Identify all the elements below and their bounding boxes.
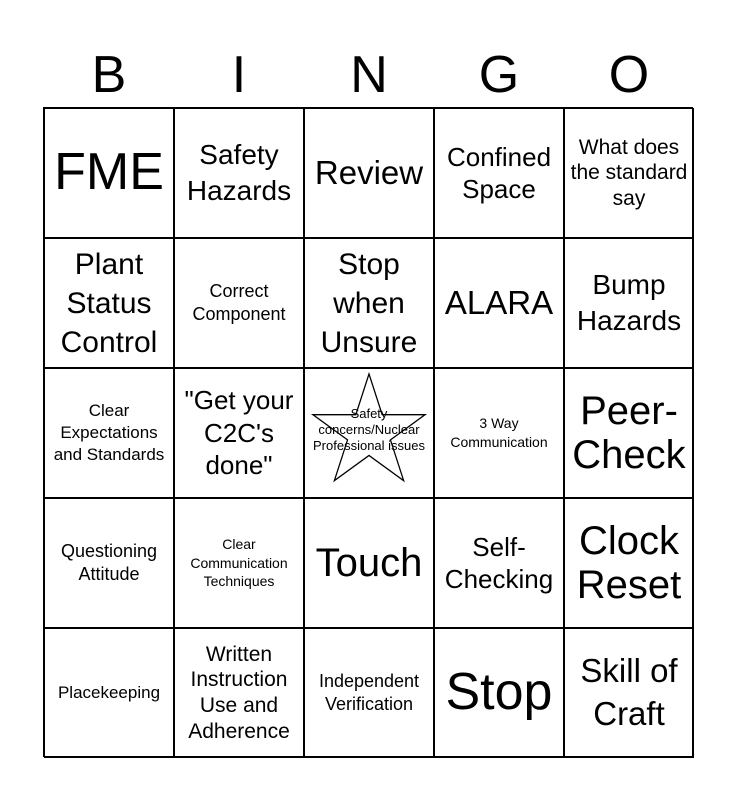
cell-label: Confined Space: [446, 141, 552, 204]
header-letter-o: O: [608, 46, 650, 104]
bingo-cell[interactable]: [434, 498, 564, 628]
bingo-cell[interactable]: [564, 238, 694, 368]
bingo-header: [44, 48, 694, 103]
cell-label: Correct Component: [192, 280, 286, 324]
bingo-cell[interactable]: [304, 628, 434, 758]
cell-label: Bump Hazards: [576, 269, 682, 336]
cell-label: Self-Checking: [444, 531, 554, 594]
header-letter-n: N: [350, 46, 388, 104]
bingo-cell[interactable]: [304, 238, 434, 368]
bingo-cell[interactable]: [434, 108, 564, 238]
free-space-label: Safety concerns/Nuclear Professional issues: [313, 405, 425, 454]
bingo-cell[interactable]: [174, 628, 304, 758]
bingo-cell[interactable]: [564, 108, 694, 238]
header-letter-g: G: [478, 46, 520, 104]
cell-label: Placekeeping: [57, 682, 161, 702]
cell-label: Independent Verification: [318, 670, 420, 714]
bingo-cell[interactable]: [434, 238, 564, 368]
bingo-card-grid: [43, 107, 693, 757]
bingo-cell[interactable]: [174, 368, 304, 498]
bingo-cell[interactable]: [44, 108, 174, 238]
cell-label: Clock Reset: [576, 519, 682, 607]
bingo-cell[interactable]: [434, 628, 564, 758]
cell-label: Touch: [315, 541, 423, 585]
free-space-cell[interactable]: [304, 368, 434, 498]
bingo-cell[interactable]: [44, 238, 174, 368]
bingo-cell[interactable]: [44, 368, 174, 498]
cell-label: What does the standard say: [570, 135, 688, 210]
bingo-cell[interactable]: [174, 498, 304, 628]
cell-label: Stop when Unsure: [320, 247, 418, 359]
cell-label: Review: [314, 154, 424, 192]
cell-label: Clear Expectations and Standards: [53, 400, 165, 465]
cell-label: Written Instruction Use and Adherence: [188, 642, 290, 743]
cell-label: Plant Status Control: [60, 247, 158, 359]
bingo-cell[interactable]: [174, 238, 304, 368]
cell-label: Peer-Check: [572, 389, 686, 477]
header-letter-b: B: [91, 46, 127, 104]
cell-label: ALARA: [444, 284, 554, 322]
cell-label: "Get your C2C's done": [184, 385, 294, 481]
bingo-cell[interactable]: [304, 498, 434, 628]
cell-label: Questioning Attitude: [60, 540, 158, 584]
cell-label: Skill of Craft: [580, 652, 678, 732]
bingo-cell[interactable]: [564, 628, 694, 758]
bingo-cell[interactable]: [44, 498, 174, 628]
cell-label: Stop: [445, 663, 553, 722]
bingo-cell[interactable]: [564, 368, 694, 498]
bingo-cell[interactable]: [564, 498, 694, 628]
bingo-cell[interactable]: [434, 368, 564, 498]
cell-label: Clear Communication Techniques: [190, 535, 288, 590]
bingo-cell[interactable]: [44, 628, 174, 758]
cell-label: Safety Hazards: [186, 139, 292, 206]
cell-label: FME: [54, 143, 164, 202]
bingo-cell[interactable]: [304, 108, 434, 238]
bingo-cell[interactable]: [174, 108, 304, 238]
header-letter-i: I: [231, 46, 247, 104]
cell-label: 3 Way Communication: [450, 415, 548, 450]
